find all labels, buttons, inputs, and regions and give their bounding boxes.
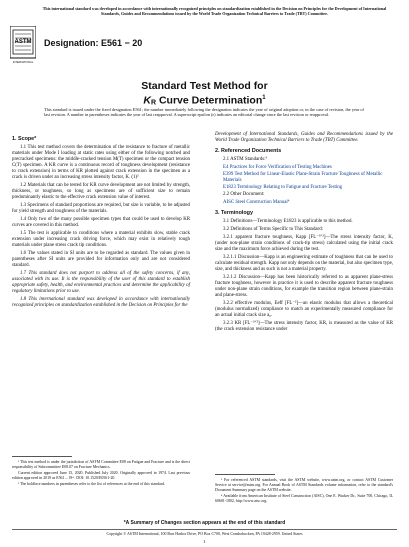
terminology-heading: 3. Terminology xyxy=(215,210,253,216)
footnote-divider-left xyxy=(12,456,72,457)
right-column xyxy=(215,132,393,335)
para-1-4: 1.4 Only two of the many possible specimen types that could be used to develop KR curves are covered in this method. xyxy=(12,217,190,228)
para-3-2-3: 3.2.3 KR [FL⁻³ᐟ²]—The stress intensity factor, KR, is measured as the value of KR (the crack extension resistance under xyxy=(215,321,393,332)
scope-heading: 1. Scope* xyxy=(12,136,37,142)
para-1-2: 1.2 Materials that can be tested for KR curve development are not limited by strength, thickness, or toughness, so long as specimens are of sufficient size to remain predominantly elastic to the effective crack extension value of interest. xyxy=(12,183,190,200)
para-1-8: 1.8 This international standard was developed in accordance with internationally recognized principles on standardization established in the Decision on Principles for the xyxy=(12,297,190,308)
summary-of-changes-note: *A Summary of Changes section appears at the end of this standard xyxy=(123,520,286,526)
para-2-1: 2.1 ASTM Standards:³ xyxy=(223,157,267,162)
para-1-6: 1.6 The values stated in SI units are to be regarded as standard. The values given in parentheses after SI units are provided for information only and are not considered standard. xyxy=(12,251,190,268)
para-3-1: 3.1 Definitions—Terminology E1823 is applicable to this method. xyxy=(223,219,353,224)
footnote-3: ³ For referenced ASTM standards, visit the ASTM website, www.astm.org, or contact ASTM Customer Service at service@astm.org. For Annual Book of ASTM Standards volume information, refer to the standard's Document Summary page on the ASTM website. xyxy=(215,478,393,492)
ref-item[interactable]: E1823 Terminology Relating to Fatigue and Fracture Testing xyxy=(223,185,343,190)
footnote-1-edition: Current edition approved June 15, 2020. Published July 2020. Originally approved in 1974. Last previous edition approved in 2019 as E561 – 19ᵉ¹. DOI: 10.1520/E0561-20. xyxy=(12,471,190,480)
footnote-divider-right xyxy=(215,474,275,475)
title-line-2: KR Curve Determination$^1$ xyxy=(143,94,266,107)
svg-text:ASTM: ASTM xyxy=(14,39,32,45)
para-3-2-1: 3.2.1 apparent fracture toughness, Kapp [FL⁻³ᐟ²]—The stress intensity factor, K, (under non-plane strain conditions of crack-tip stress) calculated using the initial crack size and the maximum force achieved during the test. xyxy=(215,235,393,252)
ref-item[interactable]: E4 Practices for Force Verification of Testing Machines xyxy=(223,165,332,170)
para-2-2: 2.2 Other Document: xyxy=(223,192,265,197)
title-line-1: Standard Test Method for xyxy=(141,80,268,92)
right-footnotes xyxy=(215,478,393,505)
para-3-2-1-1: 3.2.1.1 Discussion—Kapp is an engineering estimate of toughness that can be used to calculate residual strength. Kapp not only depends on the material, but also specimen type, size, and thickness and as such is not a material property. xyxy=(215,255,393,272)
page-number: 1 xyxy=(203,539,206,544)
para-1-1: 1.1 This test method covers the determination of the resistance to fracture of metallic materials under Mode I loading at static rates using either of the following notched and precracked specimens: the middle-cracked tension M(T) specimen or the compact tension C(T) specimen. A KR curve is a continuous record of toughness development (resistance to crack extension) in terms of KR plotted against crack extension in the specimen as a crack is driven under an increasing stress intensity factor, K. (1)² xyxy=(12,145,190,180)
svg-text:INTERNATIONAL: INTERNATIONAL xyxy=(12,61,34,64)
left-footnotes xyxy=(12,460,190,488)
footer-divider xyxy=(12,529,397,530)
para-3-2-2: 3.2.2 effective modulus, Eeff [FL⁻²]—an elastic modulus that allows a theoretical (modulus normalized) compliance to match an experimentally measured compliance for an actual initial crack size a₀. xyxy=(215,301,393,318)
para-3-2: 3.2 Definitions of Terms Specific to This Standard: xyxy=(223,227,323,232)
para-1-3: 1.3 Specimens of standard proportions are required, but size is variable, to be adjusted for yield strength and toughness of the materials. xyxy=(12,203,190,214)
para-1-8-continued: Development of International Standards, Guides and Recommendations issued by the World Trade Organization Technical Barriers to Trade (TBT) Committee. xyxy=(215,132,393,143)
para-1-5: 1.5 The test is applicable to conditions where a material exhibits slow, stable crack extension under increasing crack driving force, which may exist in relatively tough materials under plane stress crack tip conditions. xyxy=(12,231,190,248)
referenced-documents-heading: 2. Referenced Documents xyxy=(215,148,282,154)
astm-logo xyxy=(10,26,36,66)
standard-issuance-note: This standard is issued under the fixed designation E561; the number immediately following the designation indicates the year of original adoption or, in the case of revision, the year of last revision. A number in parentheses indicates the year of last reapproval. A superscript epsilon (ε) indicates an editorial change since the last revision or reapproval. xyxy=(44,107,364,118)
other-document-link[interactable]: AISC Steel Construction Manual⁴ xyxy=(223,200,290,205)
footnote-2: ² The boldface numbers in parentheses refer to the list of references at the end of this standard. xyxy=(18,482,165,487)
designation: Designation: E561 − 20 xyxy=(44,38,143,48)
document-title xyxy=(40,80,369,110)
ref-item[interactable]: E399 Test Method for Linear-Elastic Plane-Strain Fracture Toughness of Metallic Materials xyxy=(223,172,383,183)
copyright: Copyright © ASTM International, 100 Barr Harbor Drive, PO Box C700, West Conshohocken, PA 19428-2959. United States xyxy=(106,532,303,536)
left-column xyxy=(12,132,190,311)
wto-notice: This international standard was developed in accordance with internationally recognized principles on standardization established in the Decision on Principles for the Development of International Standards, Guides and Recommendations issued by the World Trade Organization Technical Barriers to Trade (TBT) Committee. xyxy=(42,6,387,16)
para-3-2-1-2: 3.2.1.2 Discussion—Kapp has been historically referred to as apparent plane-stress fracture toughness, however in practice it is used to describe apparent fracture toughness under non-plane strain conditions, for example the transition region between plane-strain and plane-stress. xyxy=(215,275,393,298)
para-1-7: 1.7 This standard does not purport to address all of the safety concerns, if any, associated with its use. It is the responsibility of the user of this standard to establish appropriate safety, health, and environmental practices and determine the applicability of regulatory limitations prior to use. xyxy=(12,271,190,294)
footnote-1: ¹ This test method is under the jurisdiction of ASTM Committee E08 on Fatigue and Fracture and is the direct responsibility of Subcommittee E08.07 on Fracture Mechanics. xyxy=(12,460,190,469)
footnote-4: ⁴ Available from American Institute of Steel Construction (AISC), One E. Wacker Dr., Suite 700, Chicago, IL 60601-1802, http://www.aisc.org. xyxy=(215,493,393,503)
